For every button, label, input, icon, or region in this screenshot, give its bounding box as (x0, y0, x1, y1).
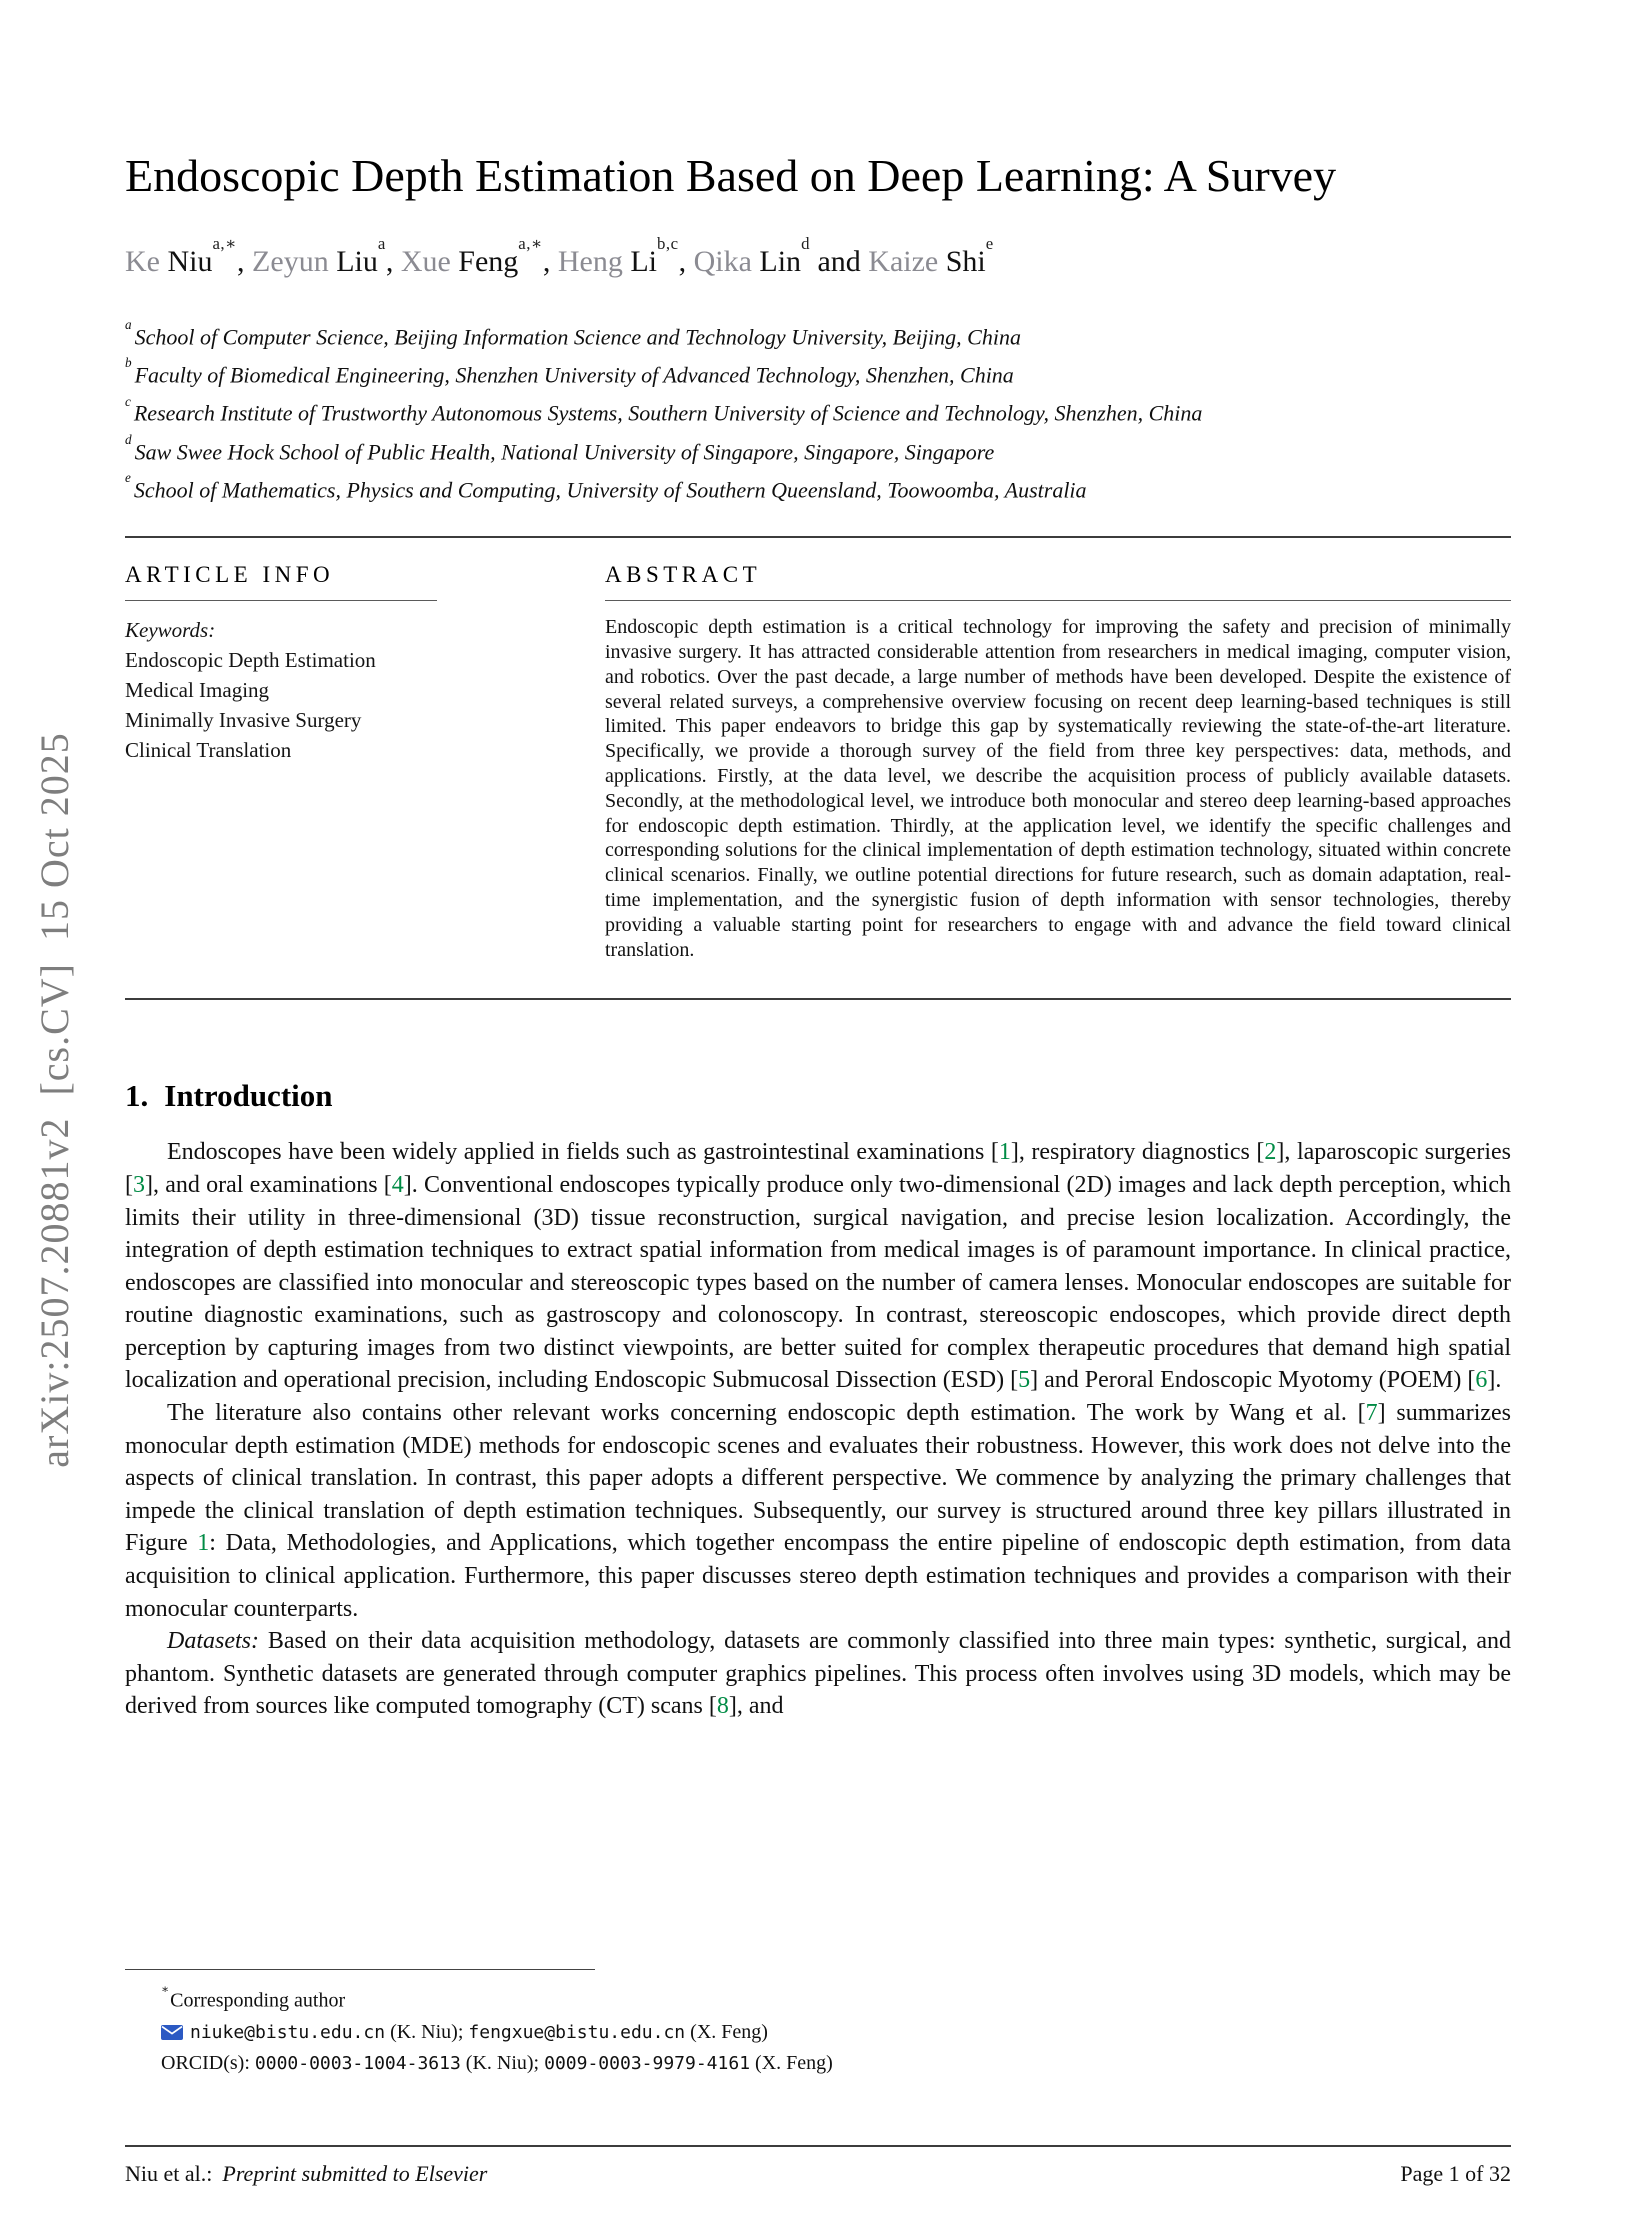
affiliation-marker: d (125, 431, 132, 447)
abstract-heading: ABSTRACT (605, 562, 762, 588)
author-given-name: Kaize (868, 244, 946, 278)
author-list (125, 234, 1511, 279)
text-run: (X. Feng) (685, 2021, 768, 2043)
author-affiliation-marker: a,∗ (518, 234, 543, 254)
divider (125, 600, 437, 601)
author-name (125, 234, 238, 278)
citation-link[interactable]: 8 (716, 1693, 729, 1720)
orcid-link[interactable]: 0000-0003-1004-3613 (254, 2053, 461, 2074)
keyword-item: Endoscopic Depth Estimation (125, 648, 376, 673)
author-affiliation-marker: b,c (657, 234, 679, 254)
text-run: Based on their data acquisition methodology, datasets are commonly classified into three main types: synthetic, surgical, and phantom. Synthetic datasets are generated through computer graphics pipelines. This process often involves using 3D models, which may be derived from sources like computed tomography (CT) scans [ (125, 1628, 1511, 1720)
arxiv-watermark: arXiv:2507.20881v2 [cs.CV] 15 Oct 2025 (32, 732, 77, 1468)
author-given-name: Xue (400, 244, 459, 278)
author-name (252, 234, 386, 278)
email-icon (161, 2025, 183, 2040)
author-affiliation-marker: a,∗ (212, 234, 238, 254)
email-link[interactable]: niuke@bistu.edu.cn (190, 2022, 386, 2043)
author-name (868, 234, 994, 278)
divider (125, 998, 1511, 1000)
figure-ref-link[interactable]: 1 (197, 1530, 210, 1557)
divider (125, 536, 1511, 538)
text-run: (K. Niu); (385, 2021, 469, 2043)
affiliation-text: School of Mathematics, Physics and Computing, University of Southern Queensland, Toowoomba, Australia (133, 477, 1087, 503)
author-separator: , (542, 244, 558, 278)
author-family-name: Li (630, 244, 658, 278)
citation-link[interactable]: 6 (1475, 1367, 1488, 1394)
affiliation-text: Faculty of Biomedical Engineering, Shenzhen University of Advanced Technology, Shenzhen, China (134, 362, 1014, 388)
running-authors: Niu et al.: (125, 2161, 213, 2186)
page-footer (125, 2145, 1511, 2187)
affiliation-line (125, 353, 1511, 391)
affiliation-line (125, 391, 1511, 429)
author-separator: and (809, 244, 869, 278)
keyword-item: Clinical Translation (125, 738, 292, 763)
section-number: 1. (125, 1078, 149, 1114)
author-affiliation-marker: e (985, 234, 994, 254)
article-info-column (125, 546, 437, 765)
orcid-link[interactable]: 0009-0003-9979-4161 (544, 2053, 751, 2074)
author-given-name: Qika (693, 244, 760, 278)
abstract-column (605, 546, 1511, 962)
text-run: ], and (728, 1693, 784, 1720)
footnotes-block (125, 1969, 1511, 2079)
author-name (557, 234, 679, 278)
author-family-name: Feng (458, 244, 519, 278)
section-heading-introduction (125, 1078, 1511, 1114)
introduction-paragraphs (125, 1136, 1511, 1723)
affiliation-text: Saw Swee Hock School of Public Health, National University of Singapore, Singapore, Singapore (134, 438, 995, 464)
text-run: : Data, Methodologies, and Applications, which together encompass the entire pipeline of endoscopic depth estimation, from data acquisition to clinical application. Furthermore, this paper discusses stereo depth estimation techniques and provides a comparison with their monocular counterparts. (125, 1530, 1511, 1622)
affiliation-marker: e (125, 470, 131, 486)
affiliation-list (125, 315, 1511, 507)
affiliation-marker: a (125, 316, 132, 332)
citation-link[interactable]: 5 (1018, 1367, 1031, 1394)
email-line (190, 2021, 768, 2043)
text-run: (K. Niu); (460, 2052, 545, 2074)
keyword-list (125, 645, 437, 765)
author-given-name: Zeyun (252, 244, 337, 278)
text-run: ORCID(s): (161, 2052, 255, 2074)
author-family-name: Lin (759, 244, 802, 278)
intro-paragraph (125, 1625, 1511, 1723)
text-run: ]. Conventional endoscopes typically produce only two-dimensional (2D) images and lack depth perception, which limits their utility in three-dimensional (3D) tissue reconstruction, surgical navigation, and precise lesion localization. Accordingly, the integration of depth estimation techniques to extract spatial information from medical images is of paramount importance. In clinical practice, endoscopes are classified into monocular and stereoscopic types based on the number of camera lenses. Monocular endoscopes are suitable for routine diagnostic examinations, such as gastroscopy and colonoscopy. In contrast, stereoscopic endoscopes, which provide direct depth perception by capturing images from two distinct viewpoints, are better suited for complex therapeutic procedures that demand high spatial localization and operational precision, including Endoscopic Submucosal Dissection (ESD) [ (125, 1171, 1512, 1394)
affiliation-text: School of Computer Science, Beijing Information Science and Technology University, Beijing, China (134, 323, 1021, 349)
italic-run: Datasets: (167, 1628, 259, 1655)
article-info-heading: ARTICLE INFO (125, 562, 335, 588)
text-run: ] and Peroral Endoscopic Myotomy (POEM) [ (1030, 1367, 1476, 1394)
author-separator: , (237, 244, 253, 278)
affiliation-marker: b (125, 355, 132, 371)
footnote-divider (125, 1969, 595, 1970)
affiliation-text: Research Institute of Trustworthy Autonomous Systems, Southern University of Science and Technology, Shenzhen, China (133, 400, 1203, 426)
author-separator: , (385, 244, 401, 278)
section-title: Introduction (164, 1078, 333, 1114)
author-affiliation-marker: a (377, 234, 386, 254)
author-family-name: Shi (945, 244, 986, 278)
email-note (125, 2017, 1511, 2048)
affiliation-marker: c (125, 393, 131, 409)
footer-row (125, 2147, 1511, 2187)
paper-title: Endoscopic Depth Estimation Based on Deep Learning: A Survey (125, 150, 1337, 201)
affiliation-line (125, 315, 1511, 353)
text-run: ], and oral examinations [ (145, 1171, 392, 1198)
author-family-name: Liu (336, 244, 378, 278)
keyword-item: Medical Imaging (125, 678, 270, 703)
text-run: The literature also contains other relevant works concerning endoscopic depth estimation. The work by Wang et al. [ (167, 1400, 1366, 1427)
text-run: ]. (1487, 1367, 1502, 1394)
email-link[interactable]: fengxue@bistu.edu.cn (468, 2022, 686, 2043)
author-given-name: Ke (125, 244, 168, 278)
citation-link[interactable]: 2 (1264, 1139, 1277, 1166)
corresponding-author-note (125, 1980, 1511, 2017)
affiliation-line (125, 468, 1511, 506)
text-run: (X. Feng) (750, 2052, 833, 2074)
intro-paragraph (125, 1397, 1511, 1625)
footnote-marker: ∗ (161, 1981, 170, 1996)
corresponding-author-label: Corresponding author (170, 1990, 346, 2012)
author-name (693, 234, 810, 278)
orcid-line (161, 2052, 833, 2074)
citation-link[interactable]: 1 (998, 1139, 1011, 1166)
text-run: Endoscopes have been widely applied in fields such as gastrointestinal examinations [ (167, 1139, 999, 1166)
abstract-text: Endoscopic depth estimation is a critical technology for improving the safety and precision of minimally invasive surgery. It has attracted considerable attention from researchers in medical imaging, computer vision, and robotics. Over the past decade, a large number of methods have been developed. Despite the existence of several related surveys, a comprehensive overview focusing on recent deep learning-based techniques is still limited. This paper endeavors to bridge this gap by systematically reviewing the state-of-the-art literature. Specifically, we provide a thorough survey of the field from three key perspectives: data, methods, and applications. Firstly, at the data level, we describe the acquisition process of publicly available datasets. Secondly, at the methodological level, we introduce both monocular and stereo deep learning-based approaches for endoscopic depth estimation. Thirdly, at the application level, we identify the specific challenges and corresponding solutions for the clinical implementation of depth estimation technology, situated within concrete clinical scenarios. Finally, we outline potential directions for future research, such as domain adaptation, real-time implementation, and the synergistic fusion of depth information with sensor technologies, thereby providing a valuable starting point for researchers to engage with and advance the field toward clinical translation. (605, 616, 1511, 961)
running-title: Preprint submitted to Elsevier (222, 2161, 488, 2186)
article-info-abstract-block (125, 546, 1511, 962)
intro-paragraph (125, 1136, 1511, 1397)
citation-link[interactable]: 4 (391, 1171, 404, 1198)
author-affiliation-marker: d (801, 234, 810, 254)
affiliation-line (125, 430, 1511, 468)
text-run: ] summarizes monocular depth estimation (MDE) methods for endoscopic scenes and evaluates their robustness. However, this work does not delve into the aspects of clinical translation. In contrast, this paper adopts a different perspective. We commence by analyzing the primary challenges that impede the clinical translation of depth estimation techniques. Subsequently, our survey is structured around three key pillars illustrated in Figure (125, 1400, 1512, 1557)
text-run: ], respiratory diagnostics [ (1010, 1139, 1265, 1166)
author-family-name: Niu (167, 244, 213, 278)
page-content (125, 0, 1511, 1723)
author-name (400, 234, 543, 278)
orcid-note (125, 2048, 1511, 2079)
author-given-name: Heng (557, 244, 631, 278)
citation-link[interactable]: 3 (133, 1171, 145, 1198)
divider (605, 600, 1511, 601)
page-number: Page 1 of 32 (1400, 2161, 1511, 2186)
keyword-item: Minimally Invasive Surgery (125, 708, 362, 733)
running-head (125, 2161, 487, 2187)
text-run: ], laparoscopic surgeries [ (125, 1139, 1511, 1198)
author-separator: , (678, 244, 694, 278)
keywords-label: Keywords: (125, 618, 216, 643)
citation-link[interactable]: 7 (1365, 1400, 1378, 1427)
